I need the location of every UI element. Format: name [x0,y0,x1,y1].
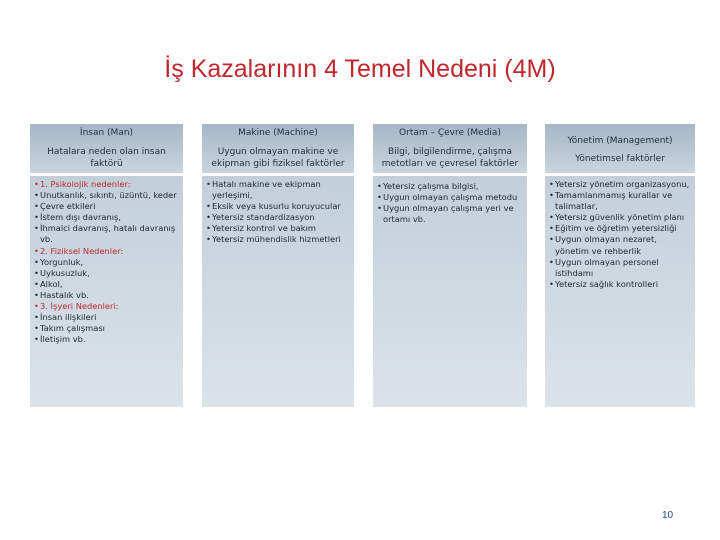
list-item: • Uygun olmayan nezaret, yönetim ve rehberlik [549,234,691,256]
list-item: • Yetersiz çalışma bilgisi, [377,181,523,192]
list-item: • İhmalci davranış, hatalı davranış vb. [34,223,179,245]
list-item: • Hatalı makine ve ekipman yerleşimi, [206,179,350,201]
column-machine-body [202,176,354,245]
list-item: • Yetersiz sağlık kontrolleri [549,279,691,290]
list-item: • İletişim vb. [34,334,179,345]
list-item: • Tamamlanmamış kurallar ve talimatlar, [549,190,691,212]
list-item: • Uygun olmayan çalışma metodu [377,192,523,203]
list-item: • Yetersiz yönetim organizasyonu, [549,179,691,190]
list-item: • Çevre etkileri [34,201,179,212]
list-item: • Yetersiz standardizasyon [206,212,350,223]
column-media-subtitle: Bilgi, bilgilendirme, çalışma metotları ve çevresel faktörler [381,147,519,169]
list-item: • Unutkanlık, sıkıntı, üzüntü, keder [34,190,179,201]
slide-title: İş Kazalarının 4 Temel Nedeni (4M) [164,55,556,83]
column-man-subtitle: Hatalara neden olan insan faktörü [47,147,166,169]
page-number: 10 [662,510,674,521]
column-media-body [373,176,527,228]
list-item: • 3. İşyeri Nedenleri: [34,301,179,312]
list-item: • Alkol, [34,279,179,290]
column-media-header [373,124,527,173]
column-media-title: Ortam – Çevre (Media) [399,128,501,138]
column-management-title: Yönetim (Management) [567,136,673,146]
list-item: • 2. Fiziksel Nedenler: [34,246,179,257]
list-item: • Takım çalışması [34,323,179,334]
list-item: • İnsan ilişkileri [34,312,179,323]
list-item: • Yorgunluk, [34,257,179,268]
column-man-title: İnsan (Man) [79,128,134,138]
list-item: • Uygun olmayan personel istihdamı [549,257,691,279]
list-item: • Eksik veya kusurlu koruyucular [206,201,350,212]
list-item: • Eğitim ve öğretim yetersizliği [549,223,691,234]
list-item: • 1. Psikolojik nedenler: [34,179,179,190]
column-man-header [30,124,183,173]
list-item: • Yetersiz güvenlik yönetim planı [549,212,691,223]
list-item: • Yetersiz mühendislik hizmetleri [206,234,350,245]
list-item: • Yetersiz kontrol ve bakım [206,223,350,234]
column-machine-header [202,124,354,173]
list-item: • Uykusuzluk, [34,268,179,279]
column-management-header [545,124,695,173]
column-machine-subtitle: Uygun olmayan makine ve ekipman gibi fiziksel faktörler [211,147,345,169]
list-item: • Hastalık vb. [34,290,179,301]
column-management-subtitle: Yönetimsel faktörler [575,154,665,164]
list-item: • Uygun olmayan çalışma yeri ve ortamı vb. [377,203,523,225]
column-machine-title: Makine (Machine) [238,128,318,138]
list-item: • İstem dışı davranış, [34,212,179,223]
column-man-body [30,176,183,407]
column-management-body [545,176,695,293]
